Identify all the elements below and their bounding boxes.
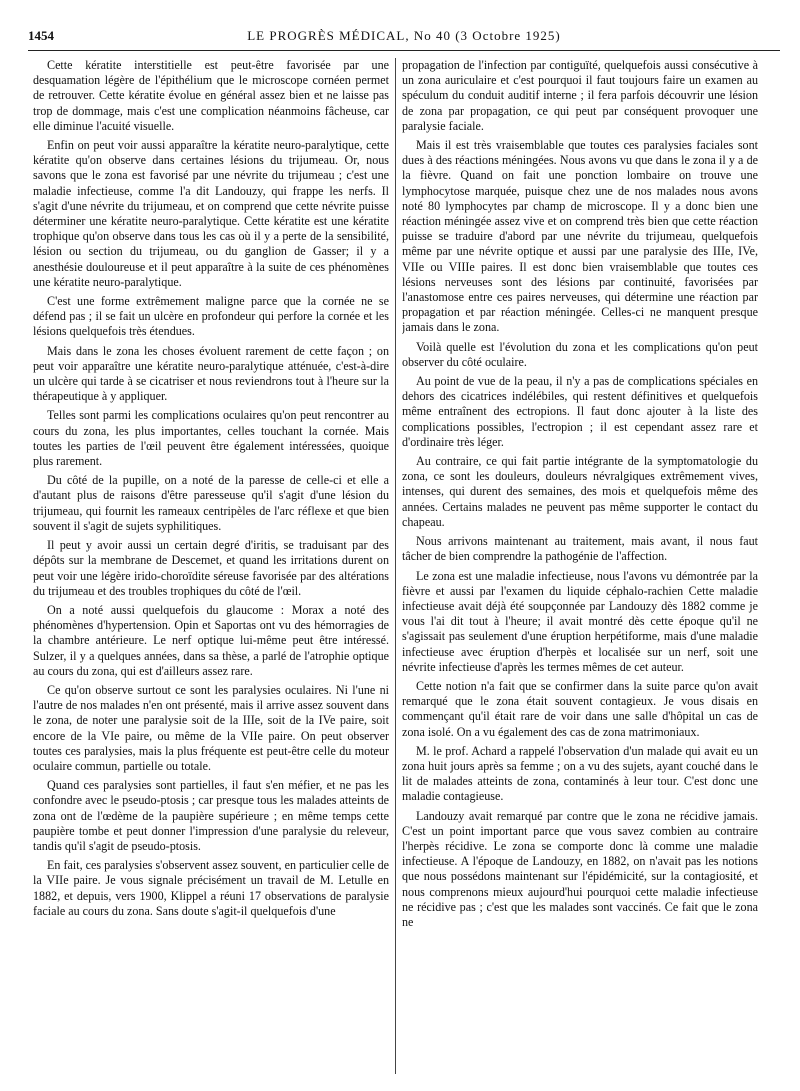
page-number: 1454 (28, 28, 54, 43)
paragraph: propagation de l'infection par contiguïté, quelquefois aussi consécutive à un zona auriculaire et c'est pourquoi il faut toujours faire un examen au spéculum du conduit auditif interne ; il fera parfois découvrir une lésion de zona par propagation, ce qui peut par conséquent provoquer une paralysie faciale. (402, 58, 758, 133)
paragraph: Landouzy avait remarqué par contre que le zona ne récidive jamais. C'est un point important parce que vous savez combien au contraire l'herpès récidive. Le zona se comporte donc là comme une maladie infectieuse. A l'époque de Landouzy, en 1882, on n'avait pas les notions que nous possédons maintenant sur l'épidémicité, sur la contagiosité, et nous comprenons mieux aujourd'hui pourquoi cette maladie infectieuse ne récidive pas ; c'est que les malades sont vaccinés. Ce fait que le zona ne (402, 808, 758, 929)
paragraph: Cette kératite interstitielle est peut-être favorisée par une desquamation légère de l'épithélium que le microscope cornéen permet de retrouver. Cette kératite évolue en général assez bien et ne laisse pas trop de dommage, mais c'est une complication néanmoins fâcheuse, car elle diminue l'acuité visuelle. (33, 58, 389, 133)
left-column (33, 58, 389, 1078)
paragraph: Au contraire, ce qui fait partie intégrante de la symptomatologie du zona, ce sont les douleurs, douleurs névralgiques extrêmement vives, intenses, qui durent des semaines, des mois et quelquefois même des années. Certains malades ne peuvent pas même supporter le contact du chapeau. (402, 454, 758, 529)
paragraph: M. le prof. Achard a rappelé l'observation d'un malade qui avait eu un zona huit jours après sa femme ; on a vu des sujets, ayant couché dans le lit de malades atteints de zona, contaminés à leur tour. C'est donc une maladie contagieuse. (402, 743, 758, 804)
paragraph: Nous arrivons maintenant au traitement, mais avant, il nous faut tâcher de bien comprendre la pathogénie de l'affection. (402, 534, 758, 564)
right-column (402, 58, 758, 1078)
column-divider (395, 58, 396, 1074)
paragraph: Enfin on peut voir aussi apparaître la kératite neuro-paralytique, cette kératite qu'on observe dans certaines lésions du trijumeau. Or, nous savons que le zona est favorisé par une névrite du trijumeau ; c'est une maladie infectieuse, comme l'a dit Landouzy, qui frappe les nerfs. Il s'agit d'une névrite du trijumeau, et on comprend que cette névrite puisse déterminer une kératite neuro-paralytique. Cette kératite est une kératite trophique qu'on observe dans tous les cas où il y a perte de la sensibilité, lésion ou section du trijumeau, ou du ganglion de Gasser; il y a anesthésie douloureuse et il peut apparaître à la suite de ces phénomènes une kératite neuro-paralytique. (33, 138, 389, 289)
paragraph: Cette notion n'a fait que se confirmer dans la suite parce qu'on avait remarqué que le zona était souvent contagieux. Je vous disais en commençant qu'il était rare de voir dans une salle d'hôpital un cas de zona isolé. On a vu également des cas de zona matrimoniaux. (402, 678, 758, 739)
running-title: LE PROGRÈS MÉDICAL, No 40 (3 Octobre 1925) (247, 28, 561, 43)
paragraph: On a noté aussi quelquefois du glaucome : Morax a noté des phénomènes d'hypertension. Opin et Saportas ont vu des hémorragies de la chambre antérieure. Le nerf optique lui-même peut être intéressé. Sulzer, il y a quelques années, dans sa thèse, a parlé de l'atrophie optique au cours du zona, qui est d'ailleurs assez rare. (33, 602, 389, 678)
paragraph: Le zona est une maladie infectieuse, nous l'avons vu démontrée par la fièvre et aussi par l'examen du liquide céphalo-rachien Cette maladie infectieuse avait déjà été soupçonnée par Landouzy dès 1882 comme je vous l'ai dit tout à l'heure; il avait montré dès cette époque qu'il ne s'agissait pas seulement d'une éruption herpétiforme, mais d'une maladie infectieuse avec éruption d'herpès et localisée sur un nerf, soit une névrite infectieuse d'après les termes mêmes de cet auteur. (402, 568, 758, 674)
paragraph: Mais il est très vraisemblable que toutes ces paralysies faciales sont dues à des réactions méningées. Nous avons vu que dans le zona il y a de la fièvre. Quand on fait une ponction lombaire on trouve une lymphocytose marquée, puisque chez une de nos malades nous avons noté 80 lymphocytes par champ de microscope. Il y a donc bien une réaction méningée assez vive et on comprend très bien que cette réaction puisse se traduire d'abord par une névrite du trijumeau, quelquefois même par une névrite optique et aussi par une paralysie des IIIe, IVe, VIIe ou VIIIe paires. Il est donc bien vraisemblable que toutes ces lésions nerveuses sont des lésions par continuité, favorisées par l'anastomose entre ces paires nerveuses, qui détermine une réaction par propagation et par réaction méningée. Celles-ci ne manquent presque jamais dans le zona. (402, 138, 758, 335)
paragraph: Il peut y avoir aussi un certain degré d'iritis, se traduisant par des dépôts sur la membrane de Descemet, et quand les irritations durent on peut voir une légère irido-choroïdite séreuse favorisée par des altérations du trijumeau et des troubles trophiques du côté de l'œil. (33, 538, 389, 598)
paragraph: Voilà quelle est l'évolution du zona et les complications qu'on peut observer du côté oculaire. (402, 339, 758, 369)
header-rule (28, 50, 780, 51)
paragraph: Au point de vue de la peau, il n'y a pas de complications spéciales en dehors des cicatrices indélébiles, qui restent définitives et quelquefois même entraînent des ectropions. Il faut donc ajouter à la liste des complications possibles, l'ectropion ; il est cependant assez rare et d'ordinaire très léger. (402, 374, 758, 449)
paragraph: C'est une forme extrêmement maligne parce que la cornée ne se défend pas ; il se fait un ulcère en profondeur qui perfore la cornée et les lésions quelquefois très étendues. (33, 294, 389, 339)
paragraph: Quand ces paralysies sont partielles, il faut s'en méfier, et ne pas les confondre avec le pseudo-ptosis ; car presque tous les malades atteints de zona ont de l'œdème de la paupière supérieure ; en même temps cette paupière tombe et peut donner l'impression d'une paralysie du releveur, tandis qu'il s'agit de pseudo-ptosis. (33, 778, 389, 853)
paragraph: Ce qu'on observe surtout ce sont les paralysies oculaires. Ni l'une ni l'autre de nos malades n'en ont présenté, mais il arrive assez souvent dans le zona, de noter une paralysie soit de la IIIe, soit de la IVe paire, soit encore de la VIe paire, ou même de la VIIe paire. On peut observer toutes ces paralysies, mais la plus fréquente est peut-être celle du moteur oculaire commun, partielle ou totale. (33, 682, 389, 773)
paragraph: En fait, ces paralysies s'observent assez souvent, en particulier celle de la VIIe paire. Je vous signale précisément un travail de M. Letulle en 1882, et depuis, vers 1900, Klippel a réuni 17 observations de paralysie faciale au cours du zona. Sans doute s'agit-il quelquefois d'une (33, 858, 389, 918)
paragraph: Du côté de la pupille, on a noté de la paresse de celle-ci et elle a d'autant plus de raisons d'être paresseuse qu'il s'agit d'une lésion du trijumeau, qui fournit les rameaux centripèles de l'arc réflexe et que bien souvent il s'agit de sujets syphilitiques. (33, 473, 389, 533)
paragraph: Mais dans le zona les choses évoluent rarement de cette façon ; on peut voir apparaître une kératite neuro-paralytique atténuée, c'est-à-dire un ulcère qui tarde à se cicatriser et nous reviendrons tout à l'heure sur la thérapeutique à y appliquer. (33, 343, 389, 404)
page-header (28, 26, 780, 46)
paragraph: Telles sont parmi les complications oculaires qu'on peut rencontrer au cours du zona, les plus importantes, celles touchant la cornée. Mais toutes les parties de l'œil peuvent être également intéressées, quoique plus rarement. (33, 408, 389, 469)
